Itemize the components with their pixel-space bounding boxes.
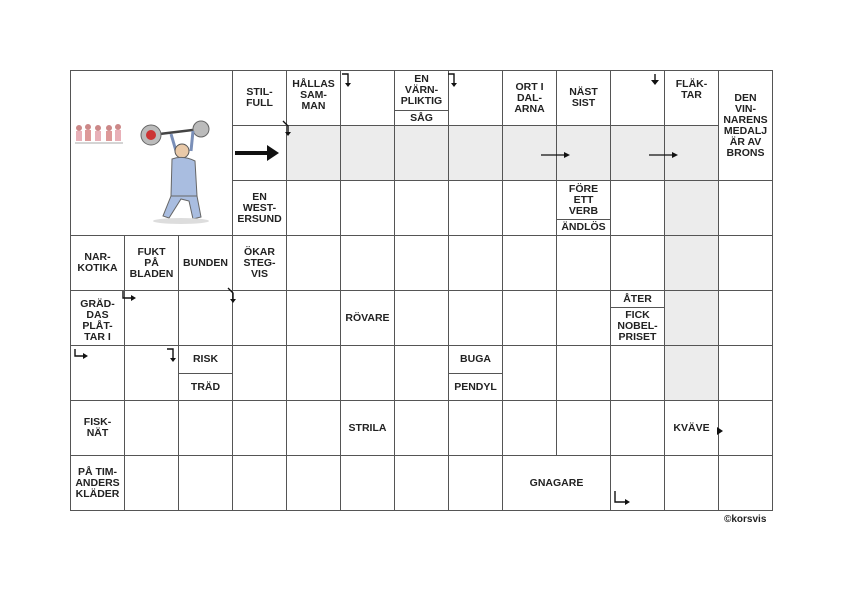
answer-cell[interactable] <box>610 235 665 291</box>
answer-cell[interactable] <box>664 455 719 511</box>
clue-ater: ÅTER <box>610 290 665 308</box>
clue-andlos: ÄNDLÖS <box>556 219 611 236</box>
answer-cell[interactable] <box>340 125 395 181</box>
answer-cell[interactable] <box>718 290 773 346</box>
answer-cell[interactable] <box>340 180 395 236</box>
answer-cell[interactable] <box>718 345 773 401</box>
answer-cell[interactable] <box>664 290 719 346</box>
answer-cell[interactable] <box>718 235 773 291</box>
clue-fick-nobelpriset: FICK NOBEL- PRISET <box>610 307 665 346</box>
clue-sag: SÅG <box>394 110 449 126</box>
answer-cell[interactable] <box>502 180 557 236</box>
weightlifter-illustration <box>70 70 233 236</box>
answer-cell[interactable] <box>718 180 773 236</box>
arrow-left-down-icon <box>645 73 677 89</box>
answer-cell[interactable] <box>448 455 503 511</box>
clue-den-vinnarens: DEN VIN- NARENS MEDALJ ÄR AV BRONS <box>718 70 773 181</box>
arrow-small-right-icon <box>716 423 748 439</box>
clue-rovare: RÖVARE <box>340 290 395 346</box>
arrow-right-icon <box>540 147 572 163</box>
answer-cell[interactable] <box>502 235 557 291</box>
clue-narkotika: NAR- KOTIKA <box>70 235 125 291</box>
clue-ort-i-dalarna: ORT I DAL- ARNA <box>502 70 557 126</box>
clue-pa-timanders: PÅ TIM- ANDERS KLÄDER <box>70 455 125 511</box>
answer-cell[interactable] <box>286 400 341 456</box>
answer-cell[interactable] <box>448 180 503 236</box>
answer-cell[interactable] <box>556 235 611 291</box>
clue-fore-ett-verb: FÖRE ETT VERB <box>556 180 611 220</box>
clue-stilfull: STIL- FULL <box>232 70 287 126</box>
answer-cell[interactable] <box>394 400 449 456</box>
answer-cell[interactable] <box>394 235 449 291</box>
answer-cell[interactable] <box>448 125 503 181</box>
answer-cell[interactable] <box>178 290 233 346</box>
arrow-down-bend-icon <box>341 73 373 89</box>
answer-cell[interactable] <box>502 290 557 346</box>
answer-cell[interactable] <box>394 180 449 236</box>
answer-cell[interactable] <box>286 290 341 346</box>
answer-cell[interactable] <box>232 400 287 456</box>
crossword-grid <box>70 70 772 510</box>
answer-cell[interactable] <box>394 290 449 346</box>
answer-cell[interactable] <box>664 345 719 401</box>
clue-strila: STRILA <box>340 400 395 456</box>
answer-cell[interactable] <box>394 345 449 401</box>
answer-cell[interactable] <box>664 235 719 291</box>
answer-cell[interactable] <box>610 345 665 401</box>
clue-buga: BUGA <box>448 345 503 374</box>
answer-cell[interactable] <box>556 345 611 401</box>
answer-cell[interactable] <box>502 400 557 456</box>
clue-gnagare: GNAGARE <box>502 455 611 511</box>
arrow-down-bend-icon <box>166 348 198 364</box>
arrow-right-bend-icon <box>122 290 154 306</box>
answer-cell[interactable] <box>232 345 287 401</box>
answer-cell[interactable] <box>340 235 395 291</box>
arrow-diag-down-icon <box>227 287 259 303</box>
answer-cell[interactable] <box>394 455 449 511</box>
answer-cell[interactable] <box>502 345 557 401</box>
answer-cell[interactable] <box>178 400 233 456</box>
answer-cell[interactable] <box>610 180 665 236</box>
answer-cell[interactable] <box>664 180 719 236</box>
answer-cell[interactable] <box>178 455 233 511</box>
answer-cell[interactable] <box>556 400 611 456</box>
answer-cell[interactable] <box>124 455 179 511</box>
answer-cell[interactable] <box>286 180 341 236</box>
arrow-up-right-icon <box>614 490 646 506</box>
clue-en-westersund: EN WEST- ERSUND <box>232 180 287 236</box>
clue-risk: RISK <box>178 345 233 374</box>
spectators-icon <box>75 124 123 143</box>
clue-okar-stegvis: ÖKAR STEG- VIS <box>232 235 287 291</box>
clue-nast-sist: NÄST SIST <box>556 70 611 126</box>
answer-cell[interactable] <box>232 455 287 511</box>
answer-cell[interactable] <box>718 455 773 511</box>
arrow-down-bend-icon <box>447 73 479 89</box>
answer-cell[interactable] <box>340 345 395 401</box>
clue-kvave: KVÄVE <box>664 400 719 456</box>
answer-cell[interactable] <box>448 235 503 291</box>
answer-cell[interactable] <box>448 290 503 346</box>
answer-cell[interactable] <box>286 235 341 291</box>
clue-pendyl: PENDYL <box>448 373 503 401</box>
answer-cell[interactable] <box>286 345 341 401</box>
clue-en-varnpliktig: EN VÄRN- PLIKTIG <box>394 70 449 111</box>
copyright-credit: ©korsvis <box>724 514 767 525</box>
arrow-right-bend-icon <box>74 348 106 364</box>
picture-answer-start-cell <box>232 125 287 181</box>
clue-bunden: BUNDEN <box>178 235 233 291</box>
clue-hallas-samman: HÅLLAS SAM- MAN <box>286 70 341 126</box>
answer-cell[interactable] <box>286 455 341 511</box>
clue-graddas: GRÄD- DAS PLÅT- TAR I <box>70 290 125 346</box>
answer-cell[interactable] <box>610 400 665 456</box>
arrow-right-icon <box>648 147 680 163</box>
answer-cell[interactable] <box>448 400 503 456</box>
clue-flaktar: FLÄK- TAR <box>664 70 719 126</box>
answer-cell[interactable] <box>340 455 395 511</box>
clue-fukt-pa-bladen: FUKT PÅ BLADEN <box>124 235 179 291</box>
arrow-right-icon <box>233 126 287 181</box>
clue-trad: TRÄD <box>178 373 233 401</box>
clue-fisknat: FISK- NÄT <box>70 400 125 456</box>
answer-cell[interactable] <box>124 400 179 456</box>
arrow-diag-down-icon <box>282 120 314 136</box>
answer-cell[interactable] <box>556 290 611 346</box>
answer-cell[interactable] <box>394 125 449 181</box>
weightlifter-icon <box>141 121 209 224</box>
